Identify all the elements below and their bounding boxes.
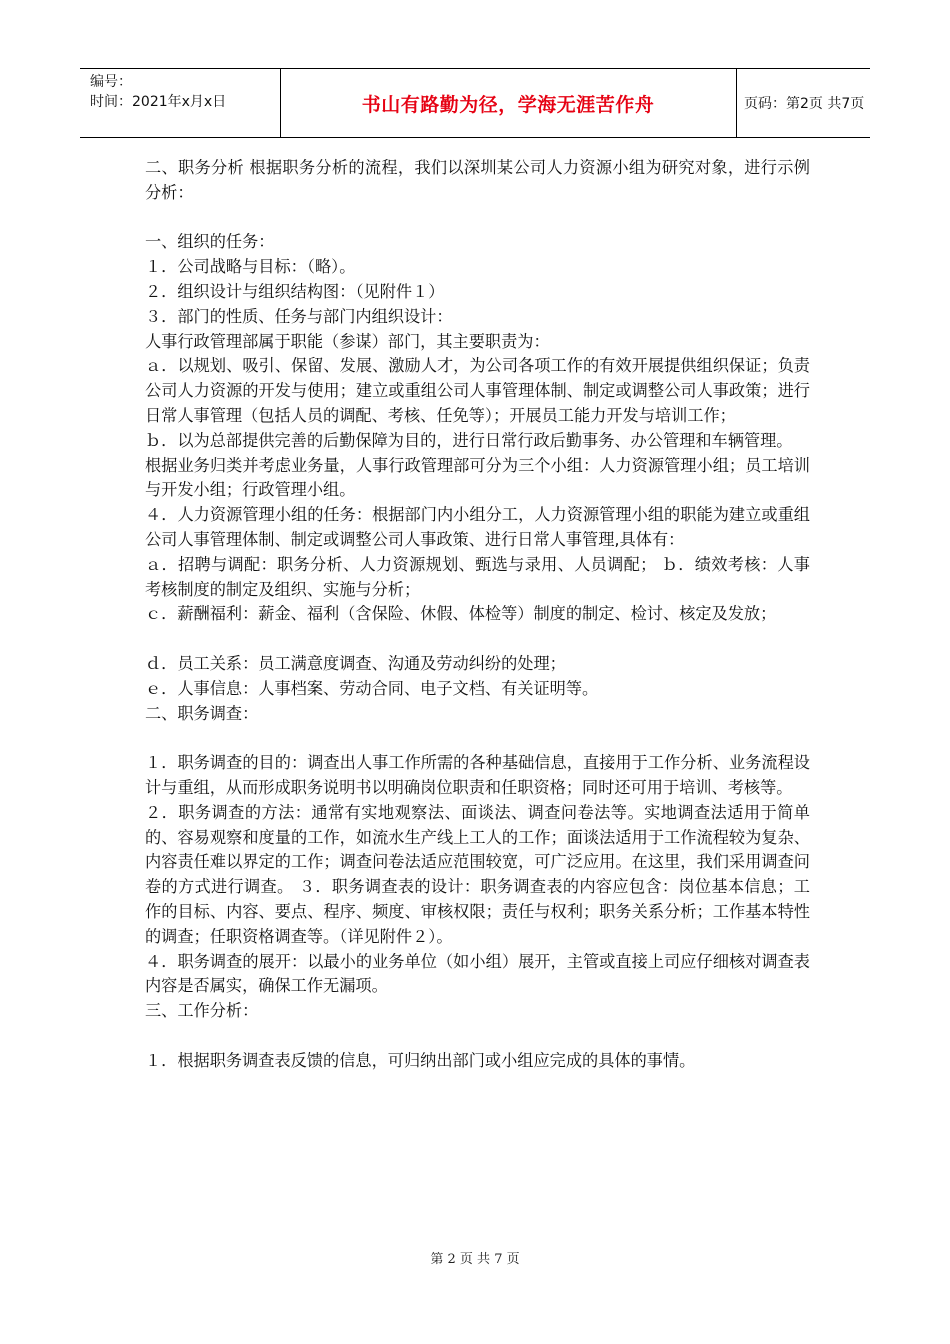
paragraph: 二、职务调查： bbox=[145, 703, 259, 723]
paragraph: １．公司战略与目标：（略）。 bbox=[145, 257, 356, 277]
paragraph: 三、工作分析： bbox=[145, 1001, 259, 1021]
paragraph: ２．组织设计与组织结构图：（见附件１） bbox=[145, 281, 445, 301]
motto: 书山有路勤为径，学海无涯苦作舟 bbox=[361, 93, 655, 116]
header-motto-cell bbox=[280, 69, 737, 137]
paragraph: ｄ．员工关系：员工满意度调查、沟通及劳动纠纷的处理； bbox=[145, 653, 566, 673]
paragraph: ａ．招聘与调配：职务分析、人力资源规划、甄选与录用、人员调配； ｂ．绩效考核：人事考核制度的制定及组织、实施与分析； bbox=[145, 554, 810, 599]
document-number: 编号： bbox=[90, 74, 132, 90]
page-info: 页码：第2页 共7页 bbox=[744, 96, 865, 112]
header-page-cell bbox=[736, 69, 870, 137]
paragraph: 一、组织的任务： bbox=[145, 232, 275, 252]
paragraph: ４．职务调查的展开：以最小的业务单位（如小组）展开，主管或直接上司应仔细核对调查表内容是否属实，确保工作无漏项。 bbox=[145, 951, 810, 996]
blank-line bbox=[145, 206, 810, 231]
blank-line bbox=[145, 627, 810, 652]
document-body bbox=[145, 156, 810, 1073]
paragraph: ２．职务调查的方法：通常有实地观察法、面谈法、调查问卷法等。实地调查法适用于简单的、容易观察和度量的工作，如流水生产线上工人的工作；面谈法适用于工作流程较为复杂、内容责任难以界定的工作；调查问卷法适应范围较宽，可广泛应用。在这里，我们采用调查问卷的方式进行调查。 ３．职务调查表的设计：职务调查表的内容应包含：岗位基本信息；工作的目标、内容、要点、程序、频度、审核权限；责任与权利；职务关系分析；工作基本特性的调查；任职资格调查等。（详见附件２）。 bbox=[145, 802, 810, 946]
paragraph: ｃ．薪酬福利：薪金、福利（含保险、休假、体检等）制度的制定、检讨、核定及发放； bbox=[145, 604, 777, 624]
page-header bbox=[80, 68, 870, 138]
paragraph: １．根据职务调查表反馈的信息，可归纳出部门或小组应完成的具体的事情。 bbox=[145, 1050, 696, 1070]
paragraph: ｂ．以为总部提供完善的后勤保障为目的，进行日常行政后勤事务、办公管理和车辆管理。 bbox=[145, 430, 793, 450]
paragraph: ａ．以规划、吸引、保留、发展、激励人才，为公司各项工作的有效开展提供组织保证；负责公司人力资源的开发与使用；建立或重组公司人事管理体制、制定或调整公司人事政策；进行日常人事管理（包括人员的调配、考核、任免等）；开展员工能力开发与培训工作； bbox=[145, 356, 810, 425]
header-meta-cell bbox=[80, 69, 281, 137]
paragraph: ｅ．人事信息：人事档案、劳动合同、电子文档、有关证明等。 bbox=[145, 678, 599, 698]
paragraph: 根据业务归类并考虑业务量，人事行政管理部可分为三个小组：人力资源管理小组；员工培训与开发小组；行政管理小组。 bbox=[145, 455, 810, 500]
document-date: 时间：2021年x月x日 bbox=[90, 94, 227, 110]
paragraph: 人事行政管理部属于职能（参谋）部门，其主要职责为： bbox=[145, 331, 550, 351]
blank-line bbox=[145, 1024, 810, 1049]
page-footer: 第 2 页 共 7 页 bbox=[430, 1252, 520, 1267]
paragraph: ４．人力资源管理小组的任务：根据部门内小组分工，人力资源管理小组的职能为建立或重组公司人事管理体制、制定或调整公司人事政策、进行日常人事管理,具体有： bbox=[145, 505, 810, 549]
paragraph: 二、职务分析 根据职务分析的流程，我们以深圳某公司人力资源小组为研究对象，进行示例分析： bbox=[145, 158, 810, 202]
paragraph: ３．部门的性质、任务与部门内组织设计： bbox=[145, 306, 453, 326]
paragraph: １．职务调查的目的：调查出人事工作所需的各种基础信息，直接用于工作分析、业务流程设计与重组，从而形成职务说明书以明确岗位职责和任职资格；同时还可用于培训、考核等。 bbox=[145, 753, 810, 797]
blank-line bbox=[145, 726, 810, 751]
